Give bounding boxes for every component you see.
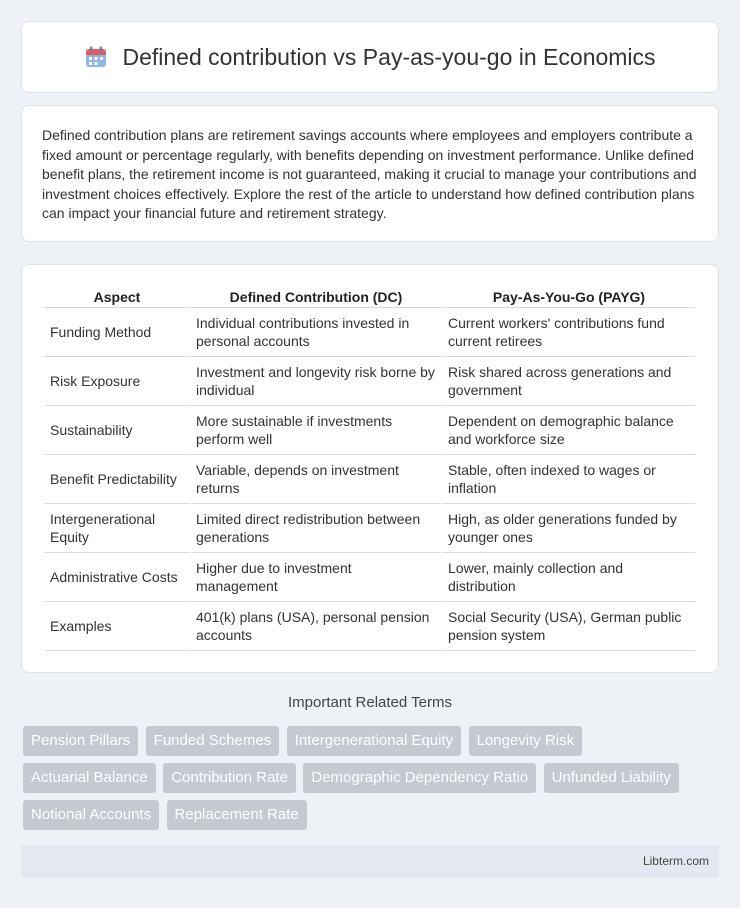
table-row	[45, 553, 695, 602]
table-row	[45, 504, 695, 553]
row-aspect: Sustainability	[45, 406, 189, 455]
row-aspect: Risk Exposure	[45, 357, 189, 406]
column-header-aspect: Aspect	[45, 285, 189, 308]
table-row	[45, 455, 695, 504]
row-payg: High, as older generations funded by younger ones	[443, 504, 695, 553]
table-row	[45, 406, 695, 455]
row-aspect: Benefit Predictability	[45, 455, 189, 504]
page-title: Defined contribution vs Pay-as-you-go in Economics	[122, 43, 656, 70]
tag-unfunded-liability[interactable]: Unfunded Liability	[544, 763, 679, 793]
row-dc: Investment and longevity risk borne by individual	[191, 357, 441, 406]
tag-pension-pillars[interactable]: Pension Pillars	[23, 726, 138, 756]
row-payg: Dependent on demographic balance and workforce size	[443, 406, 695, 455]
table-row	[45, 602, 695, 651]
intro-card	[21, 105, 719, 242]
table-row	[45, 308, 695, 357]
row-payg: Stable, often indexed to wages or inflation	[443, 455, 695, 504]
tag-contribution-rate[interactable]: Contribution Rate	[163, 763, 296, 793]
comparison-table-card	[21, 264, 719, 673]
row-payg: Risk shared across generations and government	[443, 357, 695, 406]
row-dc: Individual contributions invested in personal accounts	[191, 308, 441, 357]
footer	[21, 845, 719, 878]
tag-notional-accounts[interactable]: Notional Accounts	[23, 800, 159, 830]
tag-funded-schemes[interactable]: Funded Schemes	[146, 726, 280, 756]
comparison-table	[43, 285, 697, 651]
intro-text: Defined contribution plans are retirement savings accounts where employees and employers contribute a fixed amount or percentage regularly, with benefits depending on investment performance. Unlike defined benefit plans, the retirement income is not guaranteed, making it crucial to manage your contributions and investment choices effectively. Explore the rest of the article to understand how defined contribution plans can impact your financial future and retirement strategy.	[42, 127, 697, 221]
tag-demographic-dependency-ratio[interactable]: Demographic Dependency Ratio	[303, 763, 536, 793]
row-payg: Lower, mainly collection and distribution	[443, 553, 695, 602]
row-dc: Higher due to investment management	[191, 553, 441, 602]
related-terms-title: Important Related Terms	[288, 694, 452, 711]
row-aspect: Administrative Costs	[45, 553, 189, 602]
header-card	[21, 21, 719, 93]
row-aspect: Examples	[45, 602, 189, 651]
footer-brand[interactable]: Libterm.com	[642, 854, 709, 868]
row-aspect: Funding Method	[45, 308, 189, 357]
calendar-icon	[84, 45, 108, 69]
table-header-row	[45, 285, 695, 308]
tag-actuarial-balance[interactable]: Actuarial Balance	[23, 763, 156, 793]
tag-replacement-rate[interactable]: Replacement Rate	[167, 800, 307, 830]
row-dc: Variable, depends on investment returns	[191, 455, 441, 504]
row-payg: Social Security (USA), German public pension system	[443, 602, 695, 651]
row-payg: Current workers' contributions fund current retirees	[443, 308, 695, 357]
row-dc: Limited direct redistribution between generations	[191, 504, 441, 553]
column-header-payg: Pay-As-You-Go (PAYG)	[443, 285, 695, 308]
row-dc: More sustainable if investments perform well	[191, 406, 441, 455]
tag-longevity-risk[interactable]: Longevity Risk	[469, 726, 583, 756]
tag-intergenerational-equity[interactable]: Intergenerational Equity	[287, 726, 461, 756]
column-header-dc: Defined Contribution (DC)	[191, 285, 441, 308]
row-aspect: Intergenerational Equity	[45, 504, 189, 553]
related-terms-list	[23, 726, 723, 837]
row-dc: 401(k) plans (USA), personal pension accounts	[191, 602, 441, 651]
table-row	[45, 357, 695, 406]
